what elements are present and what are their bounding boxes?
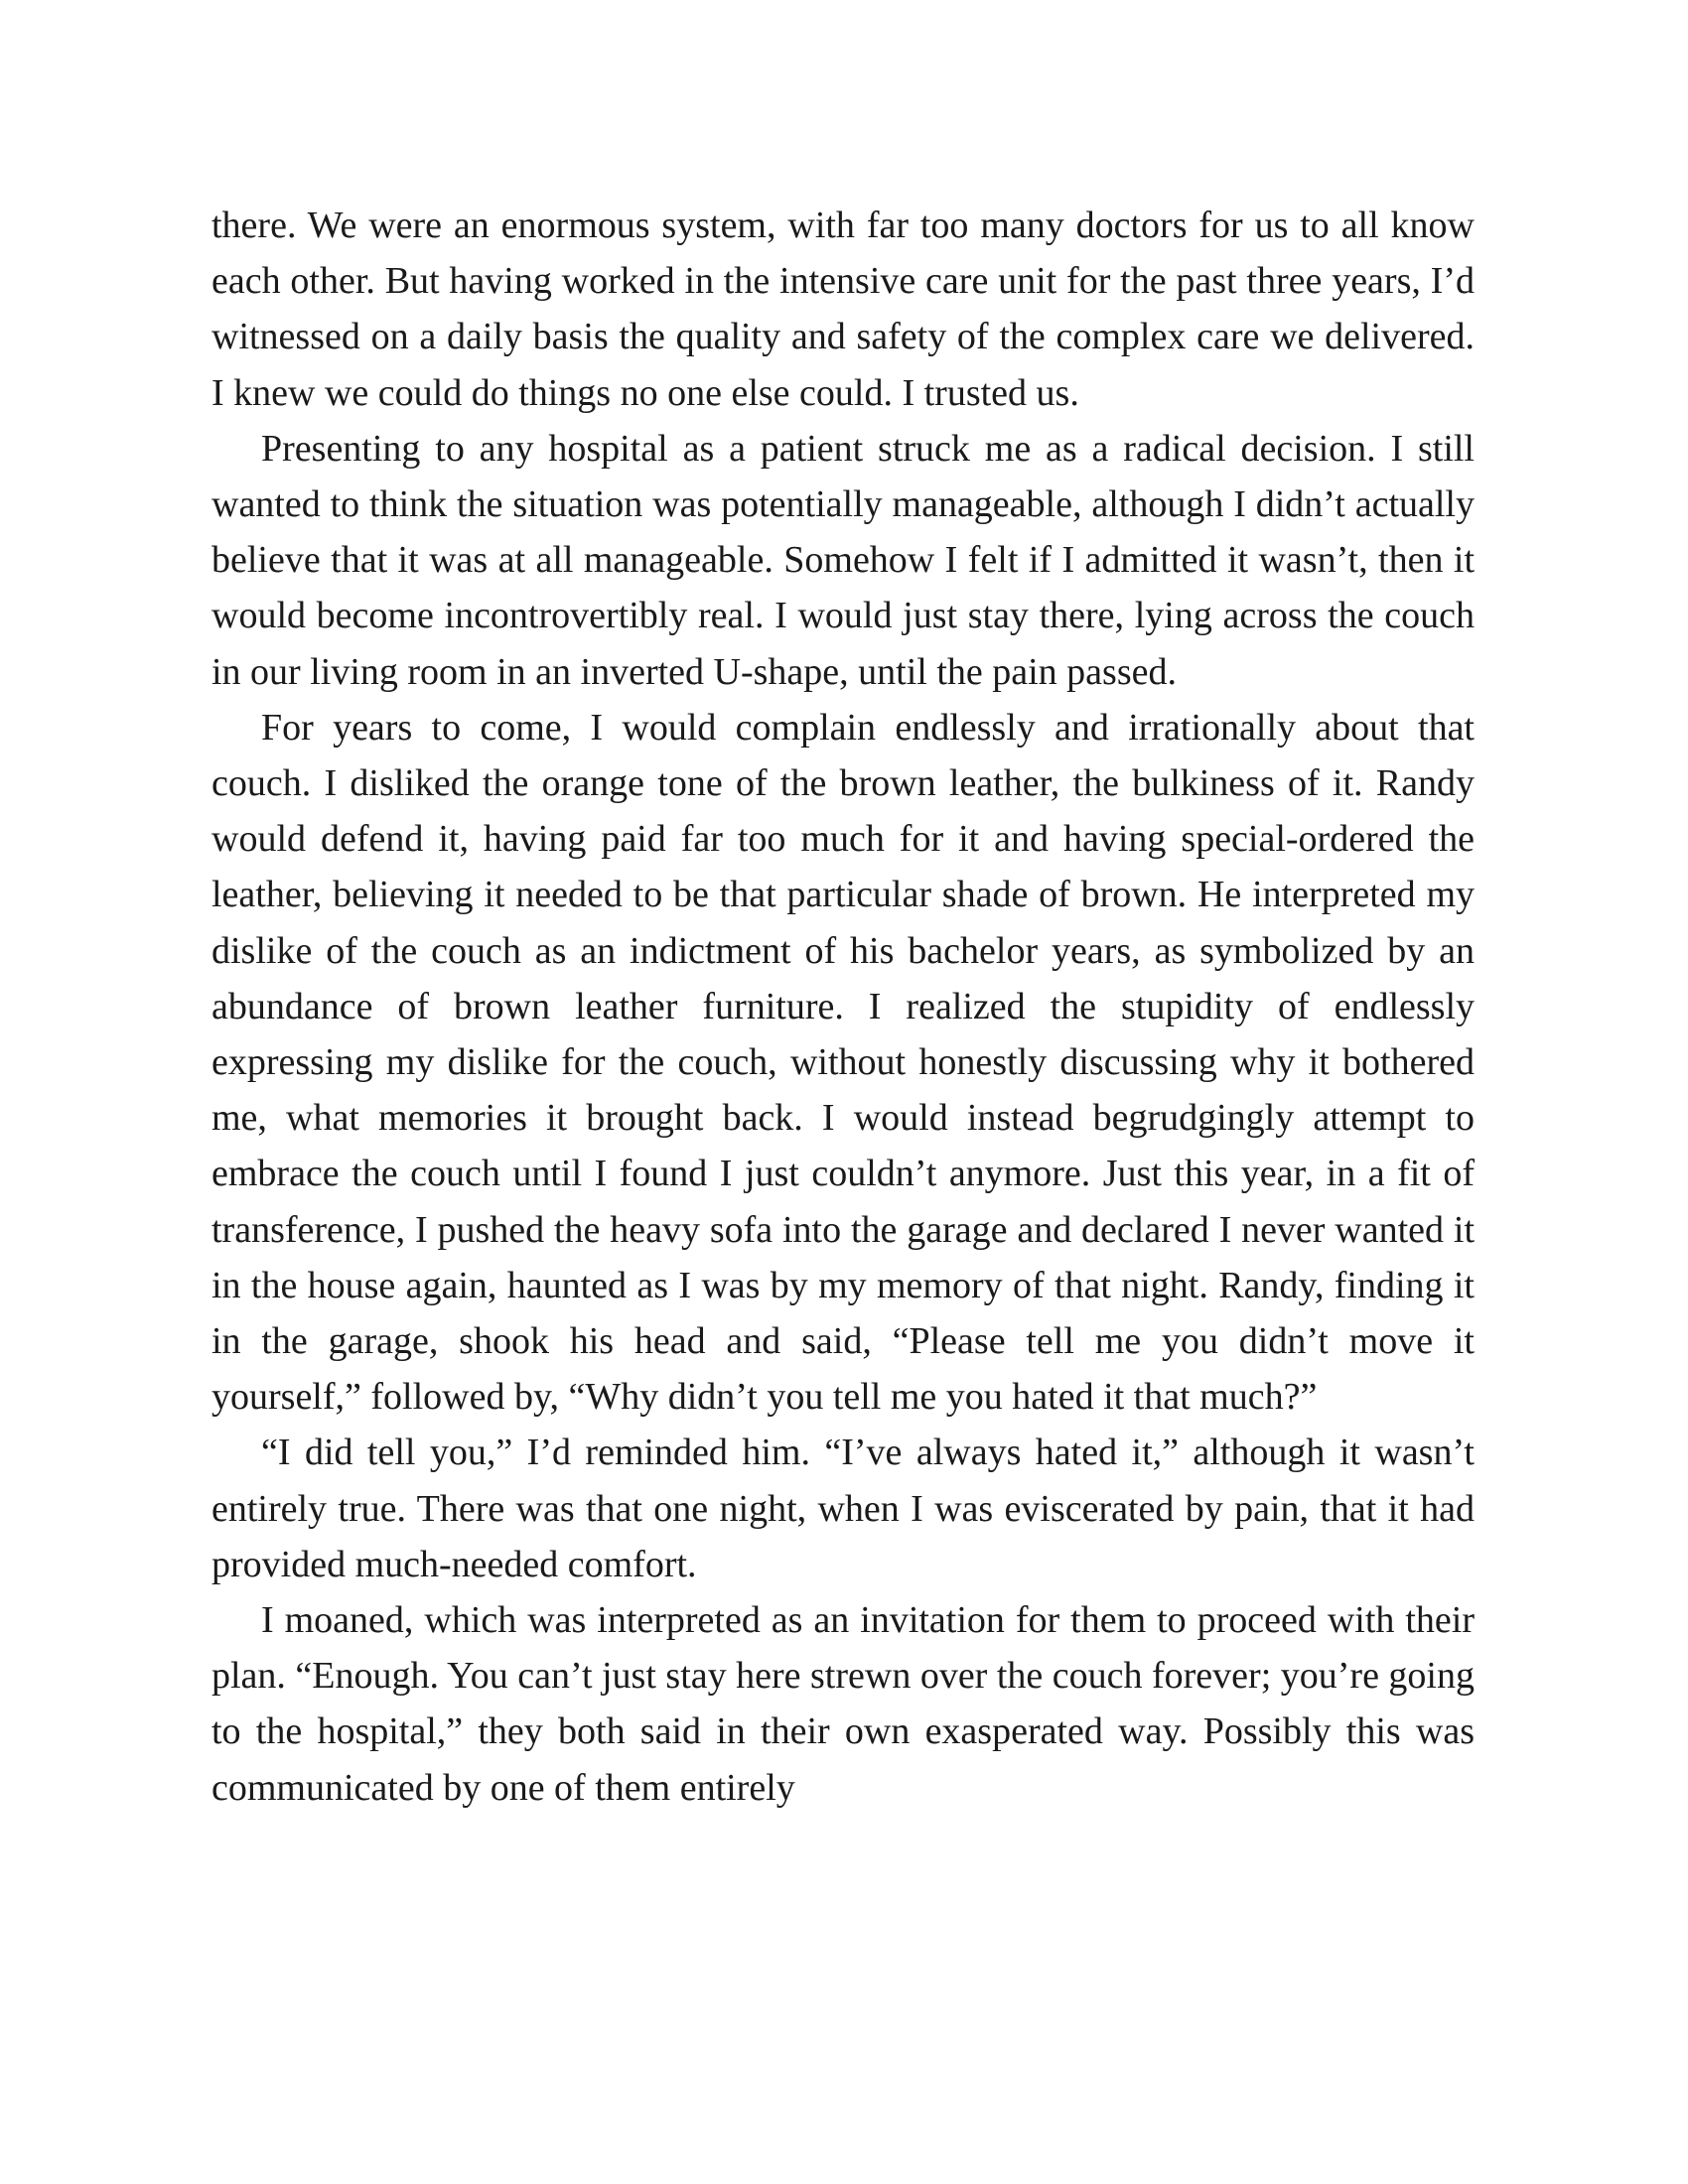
paragraph-5: I moaned, which was interpreted as an invitation for them to proceed with their plan. “Enough. You can’t just stay here strewn over the couch forever; you’re going to the hospital,” they both said in their own exasperated way. Possibly this was communicated by one of them entirely [211,1599,1475,1809]
paragraph-4: “I did tell you,” I’d reminded him. “I’ve always hated it,” although it wasn’t entirely true. There was that one night, when I was eviscerated by pain, that it had provided much-needed comfort. [211,1432,1475,1585]
body-text [211,198,1475,1816]
paragraph-2: Presenting to any hospital as a patient struck me as a radical decision. I still wanted to think the situation was potentially manageable, although I didn’t actually believe that it was at all manageable. Somehow I felt if I admitted it wasn’t, then it would become incontrovertibly real. I would just stay there, lying across the couch in our living room in an inverted U-shape, until the pain passed. [211,427,1475,693]
paragraph-1: there. We were an enormous system, with far too many doctors for us to all know each other. But having worked in the intensive care unit for the past three years, I’d witnessed on a daily basis the quality and safety of the complex care we delivered. I knew we could do things no one else could. I trusted us. [211,205,1475,414]
paragraph-3: For years to come, I would complain endlessly and irrationally about that couch. I disliked the orange tone of the brown leather, the bulkiness of it. Randy would defend it, having paid far too much for it and having special-ordered the leather, believing it needed to be that particular shade of brown. He interpreted my dislike of the couch as an indictment of his bachelor years, as symbolized by an abundance of brown leather furniture. I realized the stupidity of endlessly expressing my dislike for the couch, without honestly discussing why it bothered me, what memories it brought back. I would instead begrudgingly attempt to embrace the couch until I found I just couldn’t anymore. Just this year, in a fit of transference, I pushed the heavy sofa into the garage and declared I never wanted it in the house again, haunted as I was by my memory of that night. Randy, finding it in the garage, shook his head and said, “Please tell me you didn’t move it yourself,” followed by, “Why didn’t you tell me you hated it that much?” [211,706,1475,1419]
